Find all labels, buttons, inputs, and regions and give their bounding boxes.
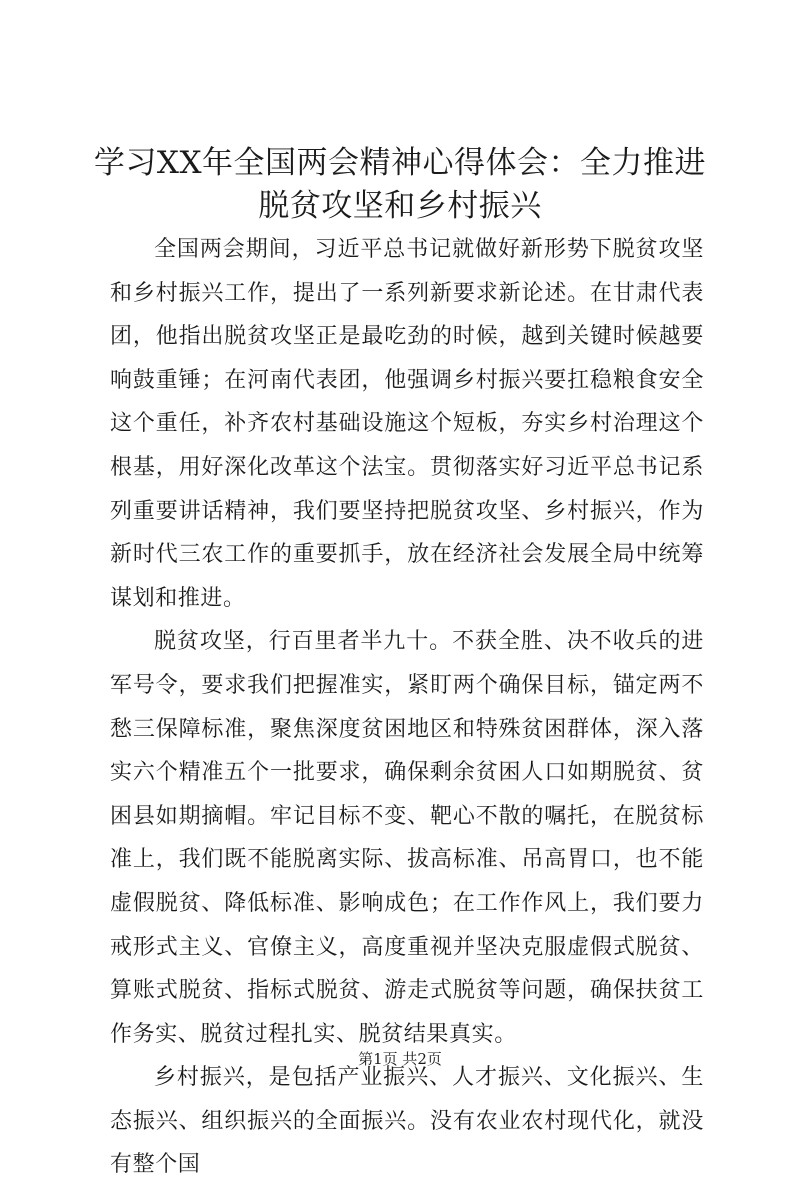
document-body: [110, 228, 704, 1187]
paragraph-2: 脱贫攻坚，行百里者半九十。不获全胜、决不收兵的进军号令，要求我们把握准实，紧盯两个确保目标，锚定两不愁三保障标准，聚焦深度贫困地区和特殊贫困群体，深入落实六个精准五个一批要求，确保剩余贫困人口如期脱贫、贫困县如期摘帽。牢记目标不变、靶心不散的嘱托，在脱贫标准上，我们既不能脱离实际、拔高标准、吊高胃口，也不能虚假脱贫、降低标准、影响成色；在工作作风上，我们要力戒形式主义、官僚主义，高度重视并坚决克服虚假式脱贫、算账式脱贫、指标式脱贫、游走式脱贫等问题，确保扶贫工作务实、脱贫过程扎实、脱贫结果真实。: [110, 629, 704, 1047]
paragraph-1: 全国两会期间，习近平总书记就做好新形势下脱贫攻坚和乡村振兴工作，提出了一系列新要求新论述。在甘肃代表团，他指出脱贫攻坚正是最吃劲的时候，越到关键时候越要响鼓重锤；在河南代表团，他强调乡村振兴要扛稳粮食安全这个重任，补齐农村基础设施这个短板，夯实乡村治理这个根基，用好深化改革这个法宝。贯彻落实好习近平总书记系列重要讲话精神，我们要坚持把脱贫攻坚、乡村振兴，作为新时代三农工作的重要抓手，放在经济社会发展全局中统筹谋划和推进。: [110, 237, 704, 611]
document-title-line-2: 脱贫攻坚和乡村振兴: [258, 188, 542, 224]
document-title-line-1: 学习XX年全国两会精神心得体会：全力推进: [93, 145, 707, 181]
paragraph-3: 乡村振兴，是包括产业振兴、人才振兴、文化振兴、生态振兴、组织振兴的全面振兴。没有农业农村现代化，就没有整个国: [110, 1065, 704, 1178]
page-footer: 第1页 共2页: [358, 1050, 442, 1068]
